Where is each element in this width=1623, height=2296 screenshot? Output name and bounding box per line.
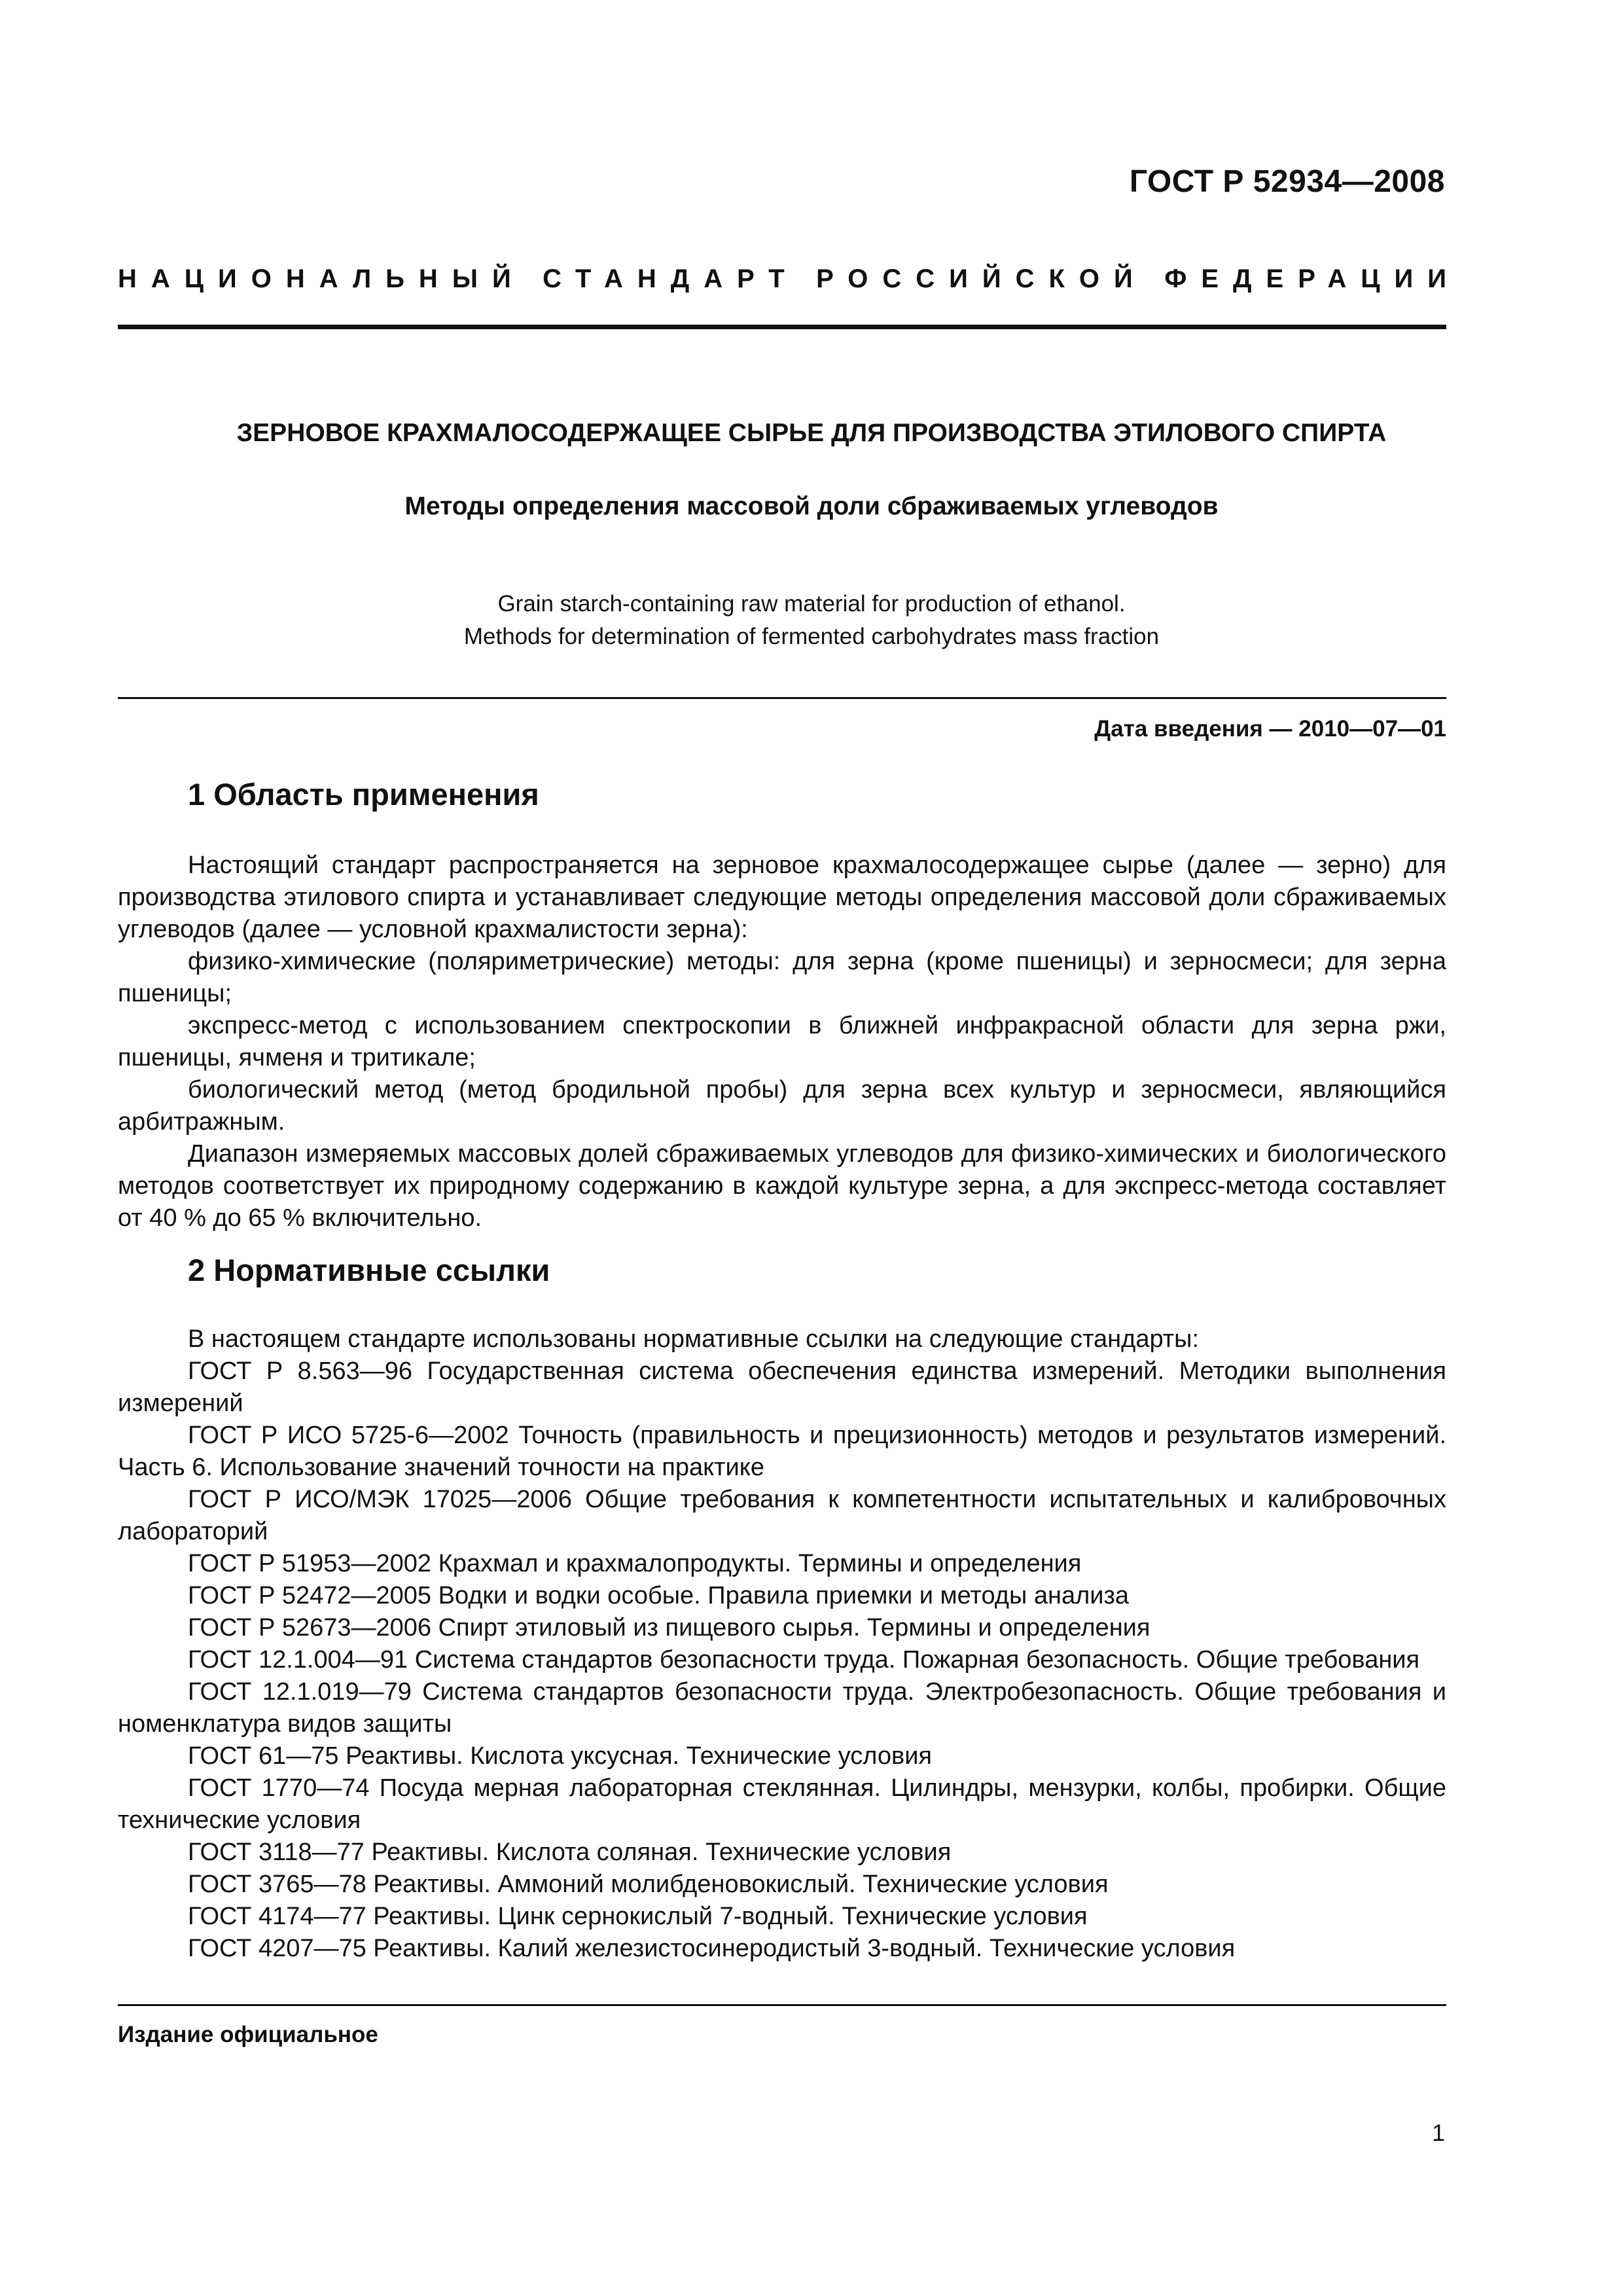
english-title-line: Methods for determination of fermented carbohydrates mass fraction	[463, 624, 1160, 649]
reference-item: ГОСТ Р 52673—2006 Спирт этиловый из пищевого сырья. Термины и определения	[188, 1614, 1150, 1641]
paragraph: биологический метод (метод бродильной пробы) для зерна всех культур и зерносмеси, являющийся арбитражным.	[118, 1076, 1446, 1136]
reference-item: ГОСТ 3765—78 Реактивы. Аммоний молибденовокислый. Технические условия	[188, 1871, 1109, 1898]
document-subtitle: Методы определения массовой доли сбраживаемых углеводов	[404, 492, 1219, 520]
paragraph: физико-химические (поляриметрические) методы: для зерна (кроме пшеницы) и зерносмеси; для зерна пшеницы;	[118, 948, 1446, 1007]
national-standard-banner	[118, 264, 1461, 294]
reference-item: ГОСТ 4174—77 Реактивы. Цинк сернокислый 7-водный. Технические условия	[188, 1903, 1088, 1930]
introduction-date: Дата введения — 2010—07—01	[1094, 716, 1446, 742]
banner-word: ФЕДЕРАЦИИ	[1164, 264, 1461, 293]
reference-item: ГОСТ Р 51953—2002 Крахмал и крахмалопродукты. Термины и определения	[188, 1550, 1082, 1577]
reference-item: ГОСТ Р ИСО/МЭК 17025—2006 Общие требования к компетентности испытательных и калибровочных лабораторий	[118, 1486, 1446, 1545]
paragraph: Диапазон измеряемых массовых долей сбраживаемых углеводов для физико-химических и биологического методов соответствует их природному содержанию в каждой культуре зерна, а для экспресс-метода составляет от 40 % до 65 % включительно.	[118, 1140, 1446, 1232]
reference-item: ГОСТ 1770—74 Посуда мерная лабораторная стеклянная. Цилиндры, мензурки, колбы, пробирки. Общие технические условия	[118, 1774, 1446, 1834]
paragraph: Настоящий стандарт распространяется на зерновое крахмалосодержащее сырье (далее — зерно) для производства этилового спирта и устанавливает следующие методы определения массовой доли сбраживаемых углеводов (далее — условной крахмалистости зерна):	[118, 852, 1446, 943]
page-number: 1	[1431, 2119, 1445, 2146]
header-divider	[118, 325, 1446, 329]
english-title	[0, 588, 1623, 653]
banner-word: НАЦИОНАЛЬНЫЙ	[118, 264, 526, 293]
section-heading-references: 2 Нормативные ссылки	[188, 1253, 550, 1287]
reference-item: ГОСТ 3118—77 Реактивы. Кислота соляная. Технические условия	[188, 1839, 952, 1866]
title-divider	[118, 697, 1446, 699]
paragraph: В настоящем стандарте использованы нормативные ссылки на следующие стандарты:	[188, 1325, 1200, 1353]
section-body-scope	[118, 850, 1446, 1234]
english-title-line: Grain starch-containing raw material for production of ethanol.	[497, 591, 1126, 617]
document-title: ЗЕРНОВОЕ КРАХМАЛОСОДЕРЖАЩЕЕ СЫРЬЕ ДЛЯ ПРОИЗВОДСТВА ЭТИЛОВОГО СПИРТА	[236, 419, 1387, 447]
footer-divider	[118, 2004, 1446, 2006]
section-body-references	[118, 1323, 1446, 1965]
paragraph: экспресс-метод с использованием спектроскопии в ближней инфракрасной области для зерна ржи, пшеницы, ячменя и тритикале;	[118, 1012, 1446, 1071]
reference-item: ГОСТ 4207—75 Реактивы. Калий железистосинеродистый 3-водный. Технические условия	[188, 1935, 1236, 1962]
section-heading-scope: 1 Область применения	[188, 777, 539, 812]
reference-item: ГОСТ Р 8.563—96 Государственная система обеспечения единства измерений. Методики выполнения измерений	[118, 1357, 1446, 1417]
reference-item: ГОСТ 12.1.019—79 Система стандартов безопасности труда. Электробезопасность. Общие требования и номенклатура видов защиты	[118, 1678, 1446, 1738]
reference-item: ГОСТ 12.1.004—91 Система стандартов безопасности труда. Пожарная безопасность. Общие требования	[188, 1646, 1420, 1674]
banner-word: РОССИЙСКОЙ	[816, 264, 1147, 293]
banner-word: СТАНДАРТ	[543, 264, 799, 293]
reference-item: ГОСТ Р ИСО 5725-6—2002 Точность (правильность и прецизионность) методов и результатов измерений. Часть 6. Использование значений точности на практике	[118, 1422, 1446, 1481]
reference-item: ГОСТ Р 52472—2005 Водки и водки особые. Правила приемки и методы анализа	[188, 1582, 1130, 1609]
reference-item: ГОСТ 61—75 Реактивы. Кислота уксусная. Технические условия	[188, 1742, 933, 1770]
document-number: ГОСТ Р 52934—2008	[1129, 164, 1445, 199]
official-edition-label: Издание официальное	[118, 2022, 378, 2047]
